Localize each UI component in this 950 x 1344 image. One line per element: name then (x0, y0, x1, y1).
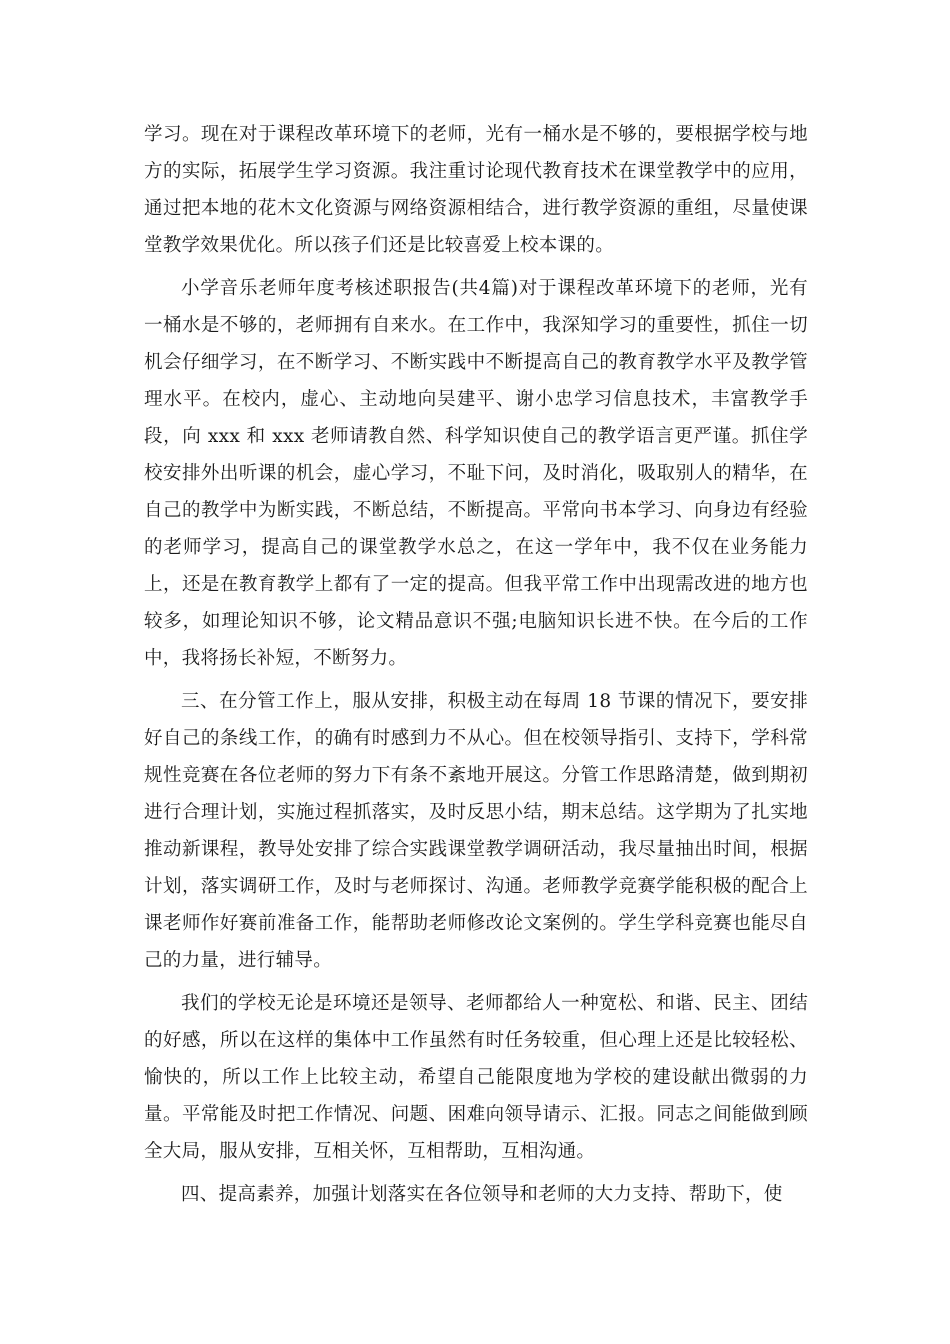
paragraph-2: 小学音乐老师年度考核述职报告(共4篇)对于课程改革环境下的老师，光有一桶水是不够的，老师拥有自来水。在工作中，我深知学习的重要性，抓住一切机会仔细学习，在不断学习、不断实践中不断提高自己的教育教学水平及教学管理水平。在校内，虚心、主动地向吴建平、谢小忠学习信息技术，丰富教学手段，向 xxx 和 xxx 老师请教自然、科学知识使自己的教学语言更严谨。抓住学校安排外出听课的机会，虚心学习，不耻下问，及时消化，吸取别人的精华，在自己的教学中为断实践，不断总结，不断提高。平常向书本学习、向身边有经验的老师学习，提高自己的课堂教学水总之，在这一学年中，我不仅在业务能力上，还是在教育教学上都有了一定的提高。但我平常工作中出现需改进的地方也较多，如理论知识不够，论文精品意识不强;电脑知识长进不快。在今后的工作中，我将扬长补短，不断努力。 (144, 278, 808, 669)
paragraph-1: 学习。现在对于课程改革环境下的老师，光有一桶水是不够的，要根据学校与地方的实际，拓展学生学习资源。我注重讨论现代教育技术在课堂教学中的应用，通过把本地的花木文化资源与网络资源相结合，进行教学资源的重组，尽量使课堂教学效果优化。所以孩子们还是比较喜爱上校本课的。 (144, 124, 808, 256)
paragraph-3: 三、在分管工作上，服从安排，积极主动在每周 18 节课的情况下，要安排好自己的条线工作，的确有时感到力不从心。但在校领导指引、支持下，学科常规性竞赛在各位老师的努力下有条不紊地开展这。分管工作思路清楚，做到期初进行合理计划，实施过程抓落实，及时反思小结，期末总结。这学期为了扎实地推动新课程，教导处安排了综合实践课堂教学调研活动，我尽量抽出时间，根据计划，落实调研工作，及时与老师探讨、沟通。老师教学竞赛学能积极的配合上课老师作好赛前准备工作，能帮助老师修改论文案例的。学生学科竞赛也能尽自己的力量，进行辅导。 (144, 691, 808, 971)
paragraph-4: 我们的学校无论是环境还是领导、老师都给人一种宽松、和谐、民主、团结的好感，所以在这样的集体中工作虽然有时任务较重，但心理上还是比较轻松、愉快的，所以工作上比较主动，希望自己能限度地为学校的建设献出微弱的力量。平常能及时把工作情况、问题、困难向领导请示、汇报。同志之间能做到顾全大局，服从安排，互相关怀，互相帮助，互相沟通。 (144, 993, 808, 1162)
document-body (144, 116, 808, 1219)
paragraph-5: 四、提高素养，加强计划落实在各位领导和老师的大力支持、帮助下，使 (181, 1184, 783, 1205)
